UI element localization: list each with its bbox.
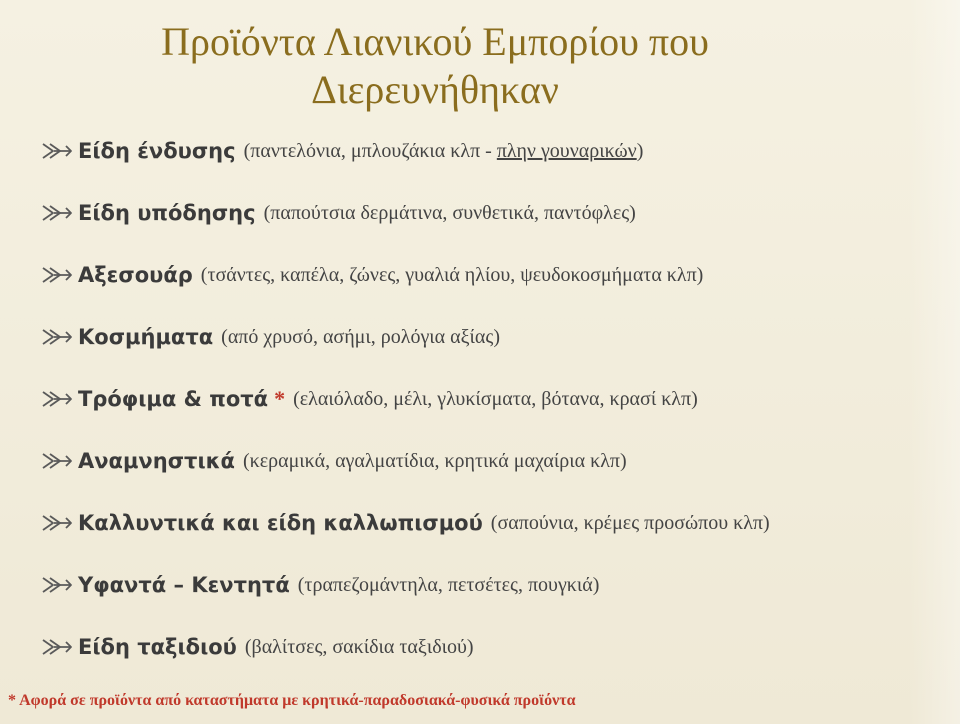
list-item [40, 430, 920, 492]
list-item [40, 244, 920, 306]
double-arrow-bullet-icon [40, 202, 76, 224]
double-arrow-bullet-icon [40, 636, 76, 658]
item-description-prefix: (παντελόνια, μπλουζάκια κλπ - [243, 139, 497, 162]
double-arrow-bullet-icon [40, 326, 76, 348]
double-arrow-bullet-icon [40, 450, 76, 472]
item-description-suffix: ) [636, 139, 644, 162]
item-name: Αναμνηστικά [78, 449, 235, 473]
list-item [40, 616, 920, 678]
item-description: (βαλίτσες, σακίδια ταξιδιού) [244, 635, 474, 658]
double-arrow-bullet-icon [40, 512, 76, 534]
list-item [40, 554, 920, 616]
item-name: Καλλυντικά και είδη καλλωπισμού [78, 511, 483, 535]
item-description: (τραπεζομάντηλα, πετσέτες, πουγκιά) [297, 573, 600, 596]
footnote-marker: * [274, 386, 286, 411]
item-description [244, 140, 644, 163]
list-item [40, 120, 920, 182]
item-name: Είδη υπόδησης [78, 201, 256, 225]
double-arrow-bullet-icon [40, 264, 76, 286]
item-description: (σαπούνια, κρέμες προσώπου κλπ) [490, 511, 770, 534]
item-description: (κεραμικά, αγαλματίδια, κρητικά μαχαίρια κλπ) [242, 449, 627, 472]
item-description: (από χρυσό, ασήμι, ρολόγια αξίας) [221, 325, 500, 348]
list-item [40, 492, 920, 554]
item-name: Κοσμήματα [78, 325, 214, 349]
page-title: Προϊόντα Λιανικού Εμπορίου που Διερευνήθηκαν [161, 19, 709, 112]
item-description: (τσάντες, καπέλα, ζώνες, γυαλιά ηλίου, ψευδοκοσμήματα κλπ) [200, 263, 704, 286]
footnote: * Αφορά σε προϊόντα από καταστήματα με κρητικά-παραδοσιακά-φυσικά προϊόντα [8, 692, 576, 709]
double-arrow-bullet-icon [40, 388, 76, 410]
item-description: (παπούτσια δερμάτινα, συνθετικά, παντόφλες) [263, 201, 636, 224]
item-name: Είδη ένδυσης [78, 139, 236, 163]
item-name: Υφαντά – Κεντητά [78, 573, 290, 597]
list-item [40, 368, 920, 430]
list-item [40, 182, 920, 244]
item-name: Είδη ταξιδιού [78, 635, 237, 659]
double-arrow-bullet-icon [40, 140, 76, 162]
bullet-list [40, 120, 920, 678]
double-arrow-bullet-icon [40, 574, 76, 596]
item-description-underlined: πλην γουναρικών [496, 139, 637, 162]
item-name: Αξεσουάρ [78, 263, 193, 287]
list-item [40, 306, 920, 368]
item-description: (ελαιόλαδο, μέλι, γλυκίσματα, βότανα, κρασί κλπ) [293, 387, 698, 410]
item-name: Τρόφιμα & ποτά [78, 387, 269, 411]
